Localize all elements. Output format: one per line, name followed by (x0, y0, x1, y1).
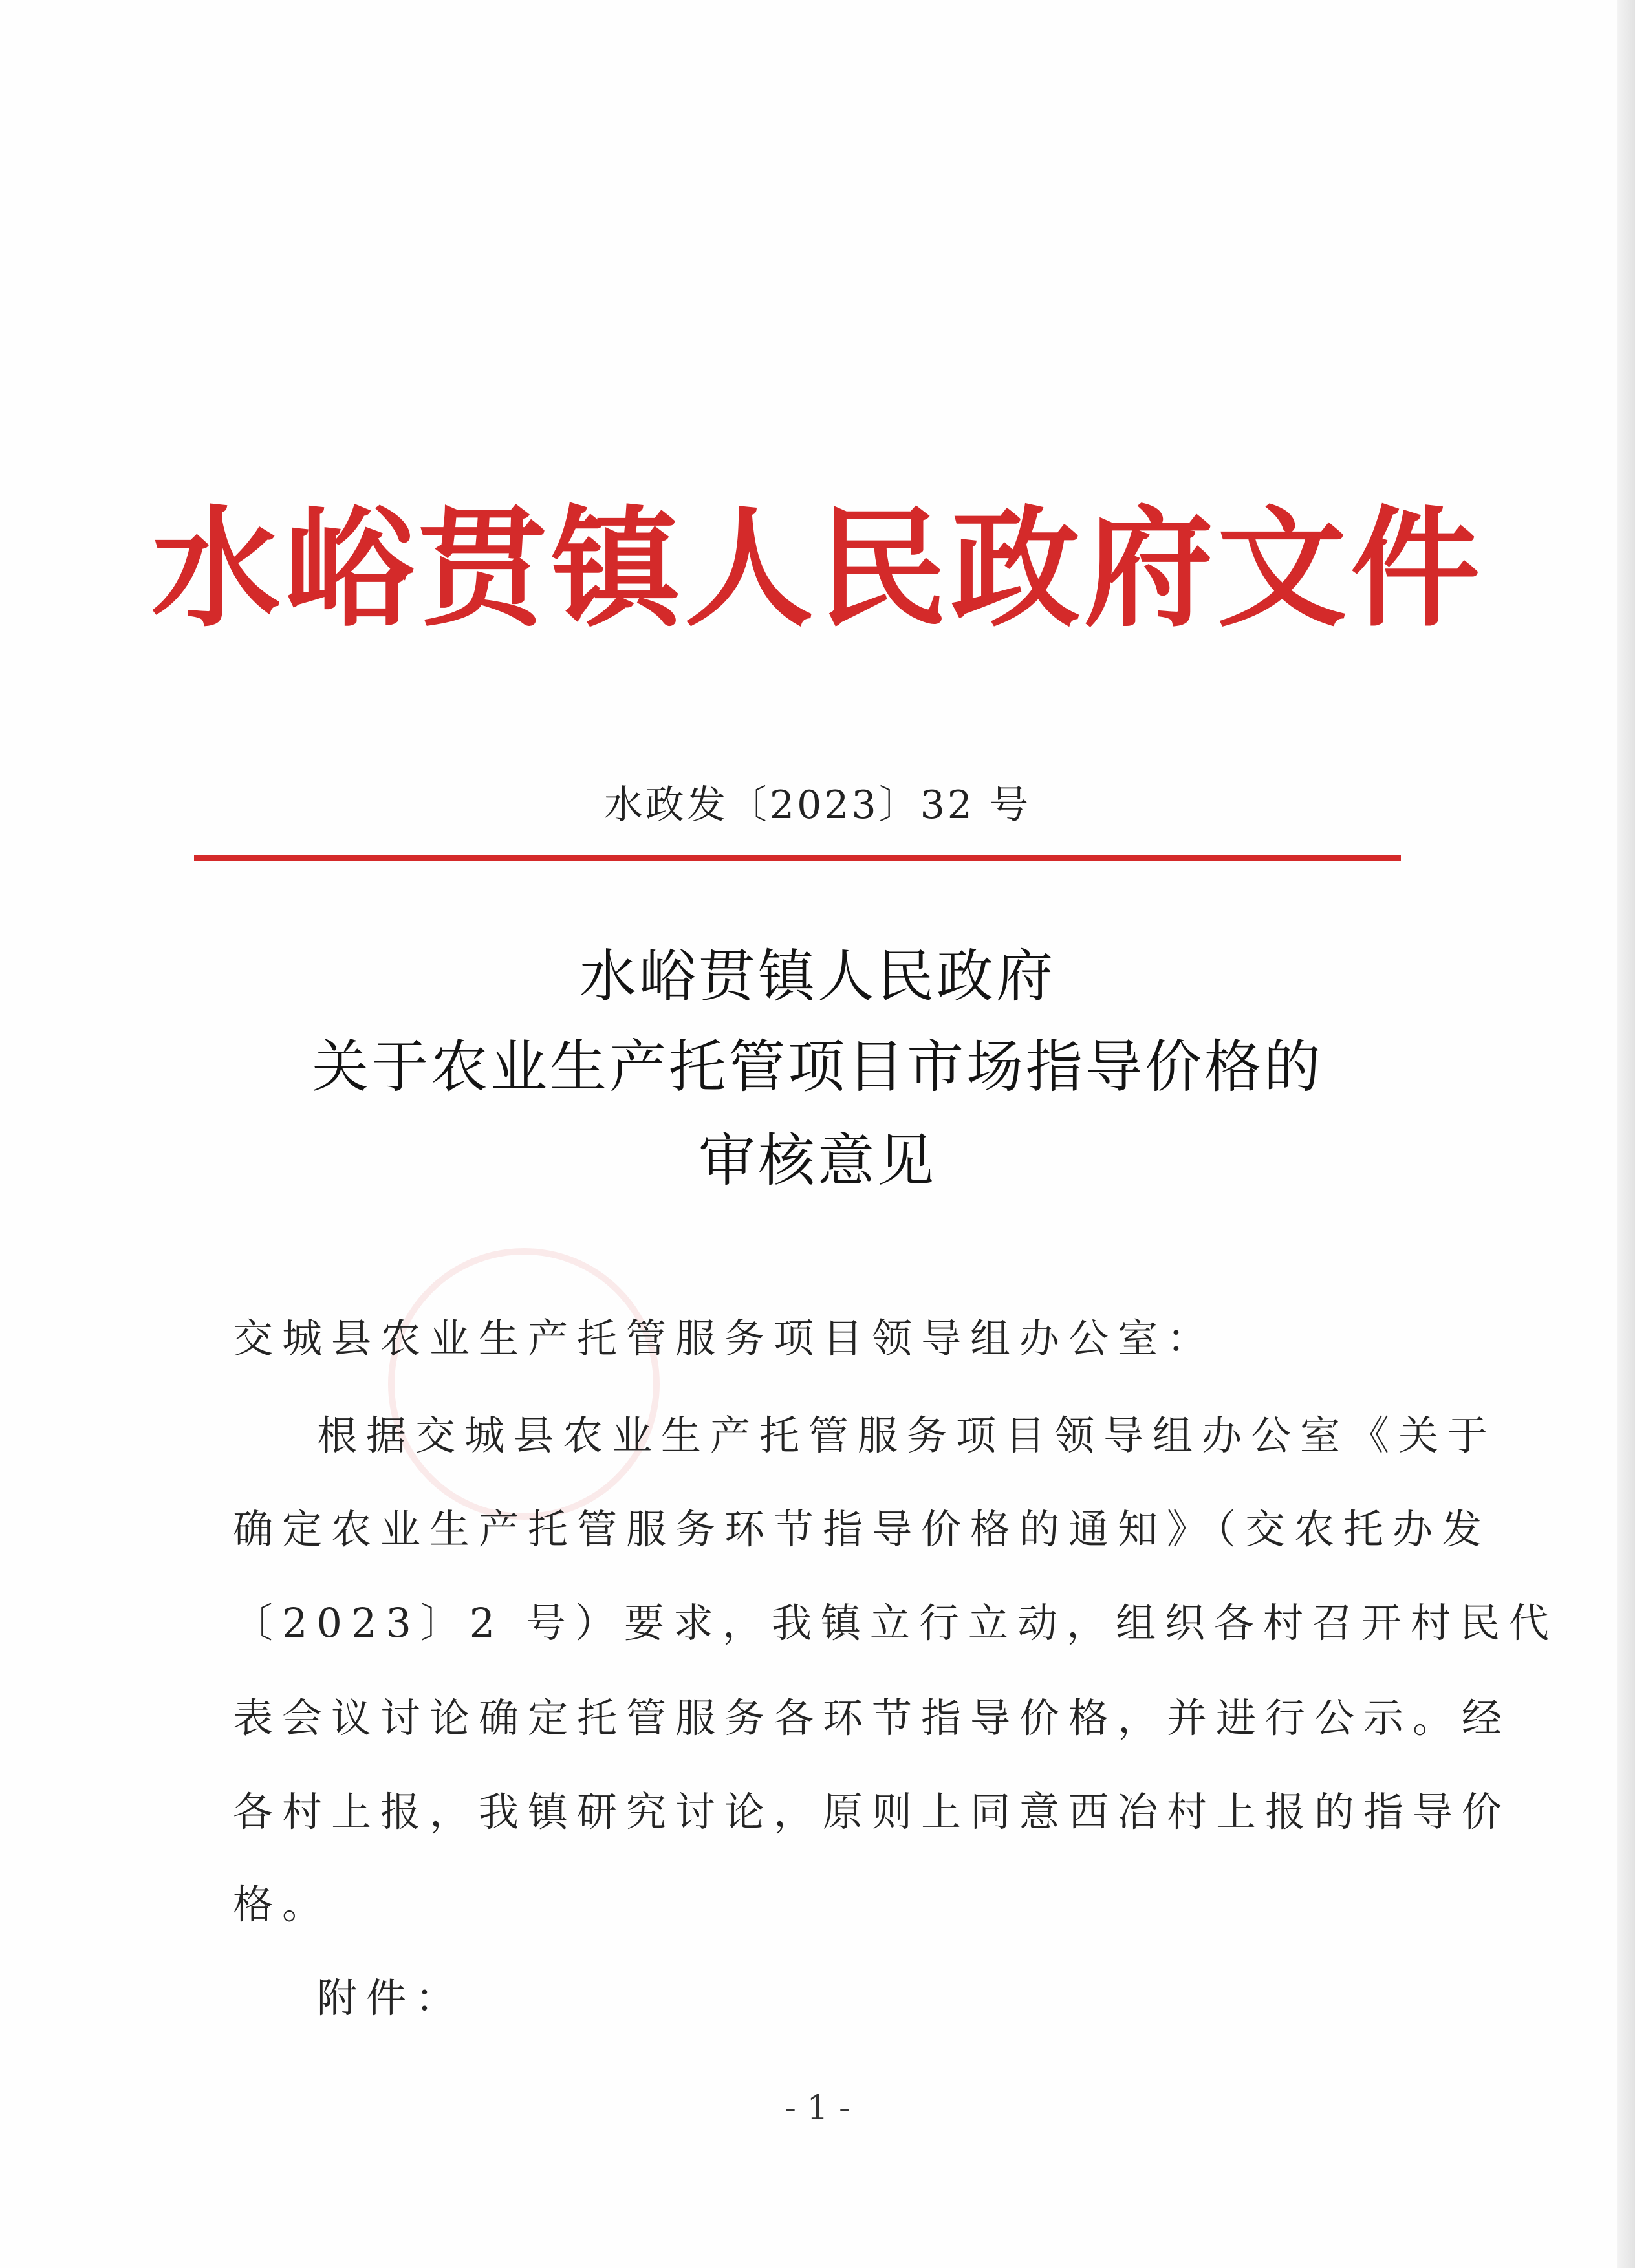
attachment-label: 附件： (317, 1974, 465, 2022)
body-line: 根据交城县农业生产托管服务项目领导组办公室《关于 (317, 1412, 1497, 1459)
body-line: 〔2023〕2 号）要求，我镇立行立动，组织各村召开村民代 (233, 1599, 1558, 1647)
page-number: - 1 - (785, 2089, 850, 2128)
document-number: 水政发〔2023〕32 号 (603, 783, 1032, 828)
red-separator-line (194, 855, 1401, 861)
body-line: 确定农业生产托管服务环节指导价格的通知》（交农托办发 (233, 1506, 1491, 1553)
document-title-line-1: 水峪贯镇人民政府 (579, 943, 1056, 1010)
body-line: 各村上报，我镇研究讨论，原则上同意西冶村上报的指导价 (233, 1788, 1511, 1835)
faint-seal-stamp (388, 1248, 660, 1520)
document-title-line-2: 关于农业生产托管项目市场指导价格的 (311, 1033, 1323, 1100)
body-line: 表会议讨论确定托管服务各环节指导价格，并进行公示。经 (233, 1694, 1511, 1742)
document-title-line-3: 审核意见 (698, 1127, 937, 1194)
addressee: 交城县农业生产托管服务项目领导组办公室： (233, 1315, 1217, 1362)
body-line: 格。 (233, 1881, 332, 1928)
masthead-title: 水峪贯镇人民政府文件 (151, 493, 1484, 645)
